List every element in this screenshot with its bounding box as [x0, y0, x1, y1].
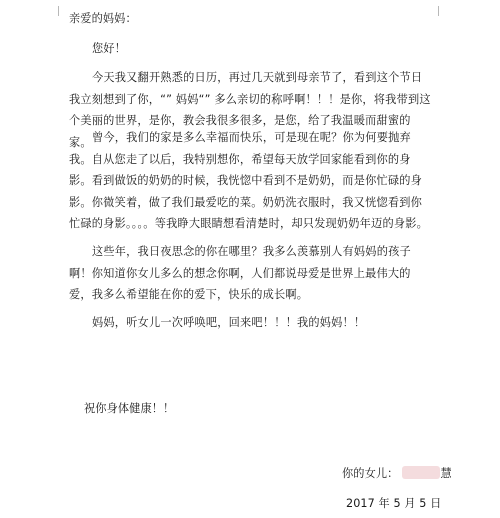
paragraph-3: 这些年，我日夜思念的你在哪里？我多么羡慕别人有妈妈的孩子啊！你知道你女儿多么的想念你啊，人们都说母爱是世界上最伟大的爱，我多么希望能在你的爱下，快乐的成长啊。 [69, 245, 411, 301]
paragraph-1: 今天我又翻开熟悉的日历，再过几天就到母亲节了，看到这个节日我立刻想到了你，“” 妈妈“” 多么亲切的称呼啊！！！是你，将我带到这个美丽的世界，是你，教会我很多很多，是您，给了我温暖而甜蜜的家。 [69, 71, 431, 149]
redaction-mark [402, 466, 440, 479]
date: 2017 年 5 月 5 日 [346, 497, 442, 510]
greeting: 您好！ [92, 42, 126, 55]
paragraph-4: 妈妈，听女儿一次呼唤吧，回来吧！！！我的妈妈！！ [92, 316, 366, 329]
signature-prefix: 你的女儿： [342, 467, 399, 480]
margin-corner-mark-right [438, 6, 449, 16]
signature-line [342, 463, 452, 485]
paragraph-2: 曾今，我们的家是多么幸福而快乐，可是现在呢？你为何要抛弃我。自从您走了以后，我特别想你，希望每天放学回家能看到你的身影。看到做饭的奶奶的时候，我恍惚中看到不是奶奶，而是你忙碌的身影。你微笑着，做了我们最爱吃的菜。奶奶洗衣服时，我又恍惚看到你忙碌的身影。。。。等我睁大眼睛想看清楚时，却只发现奶奶年迈的身影。 [69, 131, 428, 230]
signature-name: 慧 [440, 467, 452, 480]
margin-corner-mark-left [48, 6, 59, 16]
salutation: 亲爱的妈妈： [69, 12, 137, 25]
closing: 祝你身体健康！！ [84, 402, 175, 415]
